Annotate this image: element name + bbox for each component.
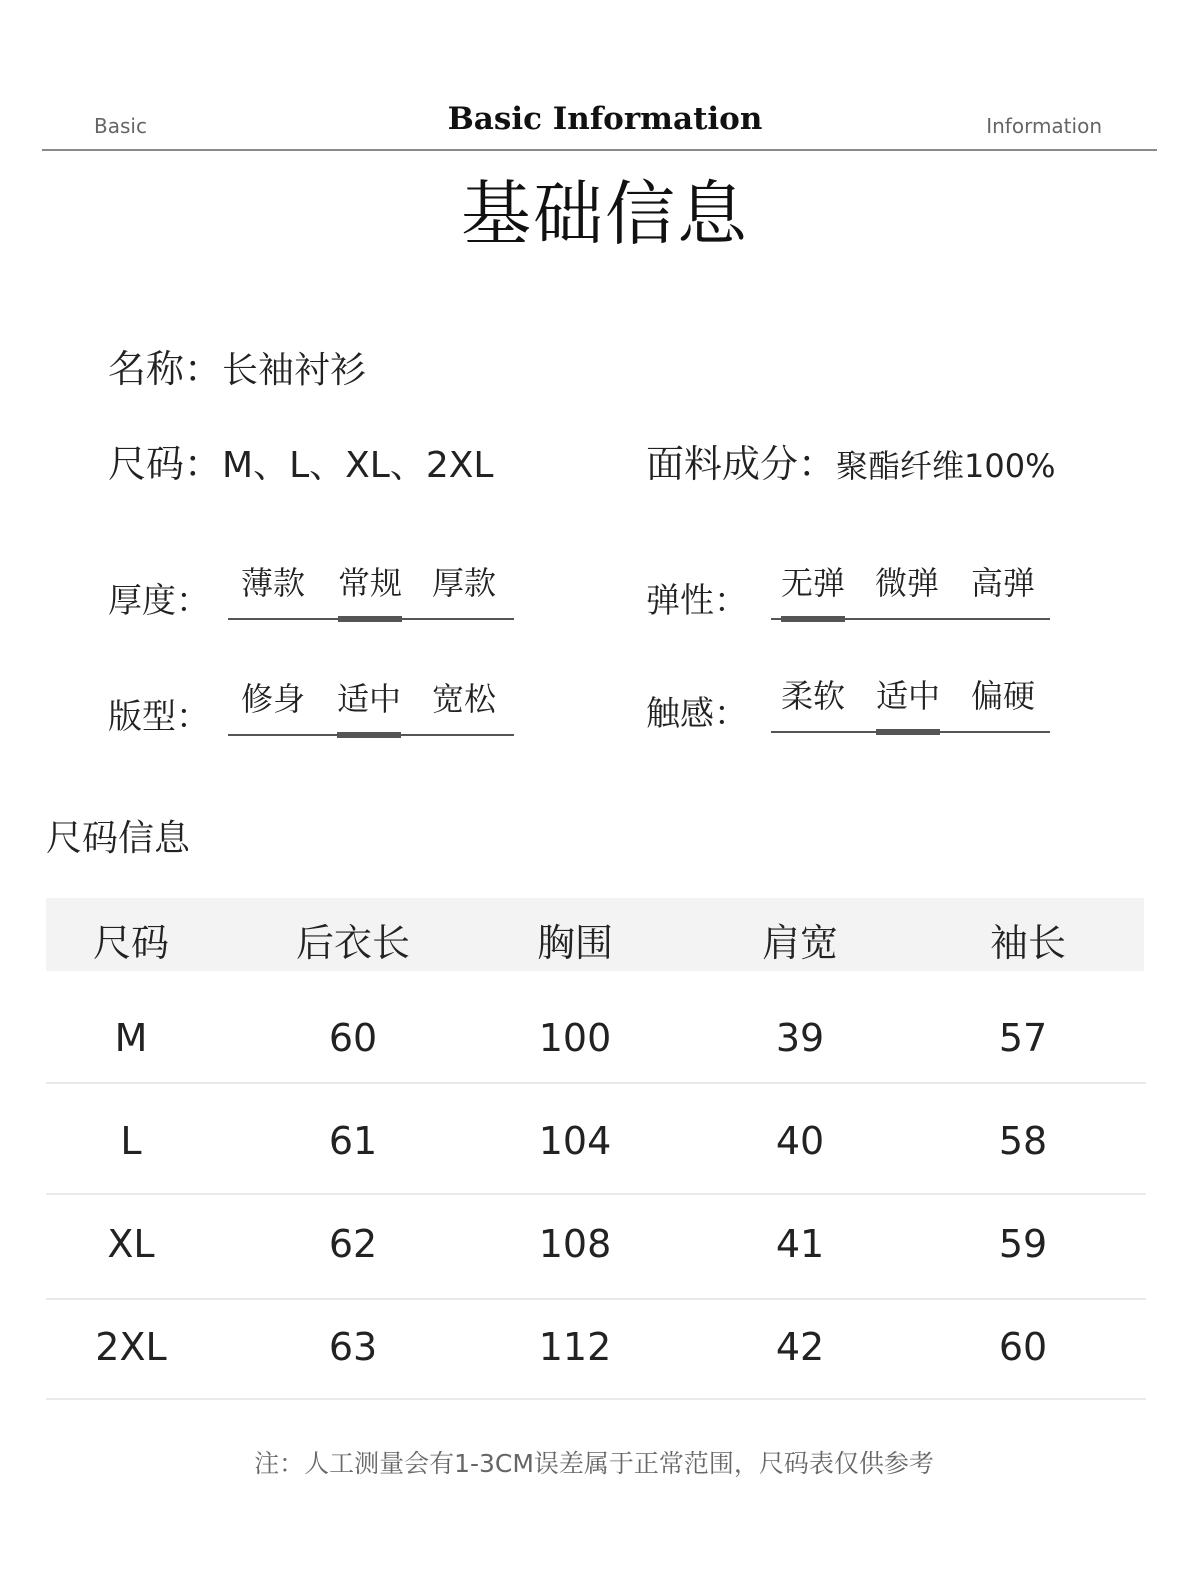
page-title: 基础信息 xyxy=(461,173,749,255)
elasticity-options xyxy=(771,558,1050,620)
touch-option-regular: 适中 xyxy=(873,671,943,717)
table-cell: 42 xyxy=(775,1325,825,1369)
table-cell: XL xyxy=(107,1222,155,1266)
table-cell: 57 xyxy=(998,1016,1048,1060)
table-cell: 40 xyxy=(775,1119,825,1163)
thickness-label: 厚度： xyxy=(108,581,210,621)
header-right-text: Information xyxy=(986,114,1102,138)
product-size-row xyxy=(108,433,493,488)
table-header-length: 后衣长 xyxy=(295,921,410,965)
table-cell: 100 xyxy=(538,1016,612,1060)
table-row-divider xyxy=(46,1193,1146,1195)
table-row-divider xyxy=(46,1082,1146,1084)
elasticity-option-none: 无弹 xyxy=(778,558,848,604)
fit-options xyxy=(228,674,514,736)
measurement-note: 注：人工测量会有1-3CM误差属于正常范围，尺码表仅供参考 xyxy=(254,1449,934,1478)
table-row-divider xyxy=(46,1398,1146,1400)
touch-options xyxy=(771,671,1050,733)
table-header-shoulder: 肩宽 xyxy=(761,921,838,965)
table-cell: 59 xyxy=(998,1222,1048,1266)
product-name-value: 长袖衬衫 xyxy=(222,350,367,391)
table-cell: 41 xyxy=(775,1222,825,1266)
thickness-options xyxy=(228,558,514,620)
table-cell: 62 xyxy=(328,1222,378,1266)
table-cell: 58 xyxy=(998,1119,1048,1163)
touch-label: 触感： xyxy=(646,694,748,734)
product-fabric-label: 面料成分： xyxy=(646,442,837,486)
elasticity-option-high: 高弹 xyxy=(970,564,1035,602)
product-name-label: 名称： xyxy=(108,347,223,391)
fit-label: 版型： xyxy=(108,697,210,737)
product-fabric-row xyxy=(646,433,1056,488)
fit-option-slim: 修身 xyxy=(240,680,305,718)
table-cell: 39 xyxy=(775,1016,825,1060)
touch-option-soft: 柔软 xyxy=(780,677,845,715)
size-table-title: 尺码信息 xyxy=(46,818,191,859)
table-cell: L xyxy=(120,1119,142,1163)
table-cell: M xyxy=(114,1016,148,1060)
table-header-size: 尺码 xyxy=(92,921,169,965)
thickness-option-regular: 常规 xyxy=(335,558,405,604)
header-center-text: Basic Information xyxy=(447,101,763,137)
fit-option-regular: 适中 xyxy=(334,674,404,720)
table-cell: 104 xyxy=(538,1119,612,1163)
header-left-text: Basic xyxy=(94,114,147,138)
fit-option-loose: 宽松 xyxy=(431,680,496,718)
table-cell: 112 xyxy=(538,1325,612,1369)
elasticity-option-slight: 微弹 xyxy=(874,564,939,602)
table-header-chest: 胸围 xyxy=(536,921,613,965)
table-cell: 2XL xyxy=(95,1325,167,1369)
table-cell: 108 xyxy=(538,1222,612,1266)
table-cell: 60 xyxy=(998,1325,1048,1369)
elasticity-label: 弹性： xyxy=(646,581,748,621)
table-cell: 61 xyxy=(328,1119,378,1163)
size-table-header xyxy=(46,898,1144,971)
header-divider xyxy=(42,149,1157,151)
table-row-divider xyxy=(46,1298,1146,1300)
thickness-option-thick: 厚款 xyxy=(431,564,496,602)
product-size-value: M、L、XL、2XL xyxy=(222,445,494,486)
product-name-row xyxy=(108,338,366,393)
table-cell: 63 xyxy=(328,1325,378,1369)
table-header-sleeve: 袖长 xyxy=(989,921,1066,965)
table-cell: 60 xyxy=(328,1016,378,1060)
product-fabric-value: 聚酯纤维100% xyxy=(836,447,1056,485)
product-size-label: 尺码： xyxy=(108,442,223,486)
thickness-option-thin: 薄款 xyxy=(240,564,305,602)
touch-option-stiff: 偏硬 xyxy=(970,677,1035,715)
